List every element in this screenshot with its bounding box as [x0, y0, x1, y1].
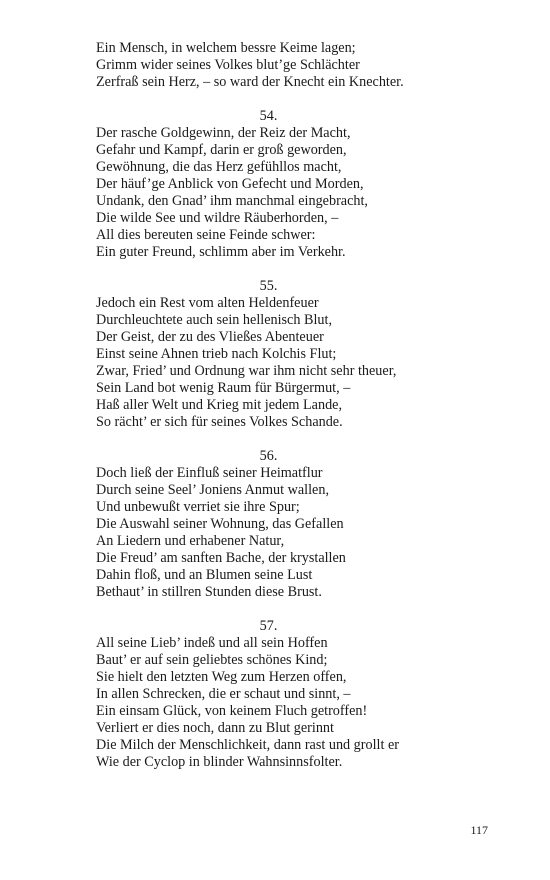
stanza-number: 55. [259, 278, 278, 294]
stanza-55 [96, 278, 476, 431]
verse-line: Ein guter Freund, schlimm aber im Verkehr. [96, 244, 346, 260]
stanza-number: 54. [259, 108, 278, 124]
verse-line: Die Freud’ am sanften Bache, der krystallen [96, 550, 346, 566]
stanza-56 [96, 448, 476, 601]
verse-line: Dahin floß, und an Blumen seine Lust [96, 567, 313, 583]
verse-line: All seine Lieb’ indeß und all sein Hoffen [96, 635, 328, 651]
verse-line: An Liedern und erhabener Natur, [96, 533, 285, 549]
verse-line: Einst seine Ahnen trieb nach Kolchis Flut; [96, 346, 337, 362]
stanza-57 [96, 618, 476, 771]
verse-line: Die wilde See und wildre Räuberhorden, – [96, 210, 339, 226]
verse-line: All dies bereuten seine Feinde schwer: [96, 227, 316, 243]
page-body [96, 40, 476, 771]
verse-line: Durchleuchtete auch sein hellenisch Blut, [96, 312, 332, 328]
verse-line: Gefahr und Kampf, darin er groß geworden, [96, 142, 347, 158]
stanza-54 [96, 108, 476, 261]
verse-line: Grimm wider seines Volkes blut’ge Schlächter [96, 57, 360, 73]
verse-line: Und unbewußt verriet sie ihre Spur; [96, 499, 300, 515]
verse-line: Ein Mensch, in welchem bessre Keime lagen; [96, 40, 356, 56]
verse-line: Der häuf’ge Anblick von Gefecht und Morden, [96, 176, 364, 192]
verse-line: Haß aller Welt und Krieg mit jedem Lande, [96, 397, 343, 413]
verse-line: In allen Schrecken, die er schaut und sinnt, – [96, 686, 351, 702]
verse-line: Der rasche Goldgewinn, der Reiz der Macht, [96, 125, 351, 141]
stanza-number: 57. [259, 618, 278, 634]
verse-line: Sein Land bot wenig Raum für Bürgermut, – [96, 380, 351, 396]
verse-line: Zwar, Fried’ und Ordnung war ihm nicht sehr theuer, [96, 363, 397, 379]
verse-line: Die Milch der Menschlichkeit, dann rast und grollt er [96, 737, 399, 753]
stanza-number: 56. [259, 448, 278, 464]
verse-line: Durch seine Seel’ Joniens Anmut wallen, [96, 482, 329, 498]
verse-line: Doch ließ der Einfluß seiner Heimatflur [96, 465, 323, 481]
verse-line: Bethaut’ in stillren Stunden diese Brust. [96, 584, 322, 600]
verse-line: Verliert er dies noch, dann zu Blut gerinnt [96, 720, 334, 736]
verse-line: Ein einsam Glück, von keinem Fluch getroffen! [96, 703, 368, 719]
verse-line: Jedoch ein Rest vom alten Heldenfeuer [96, 295, 319, 311]
verse-line: Die Auswahl seiner Wohnung, das Gefallen [96, 516, 344, 532]
verse-line: Der Geist, der zu des Vließes Abenteuer [96, 329, 324, 345]
verse-line: Gewöhnung, die das Herz gefühllos macht, [96, 159, 342, 175]
page-number: 117 [470, 823, 488, 837]
verse-line: Baut’ er auf sein geliebtes schönes Kind; [96, 652, 328, 668]
opening-fragment [96, 40, 476, 91]
verse-line: Wie der Cyclop in blinder Wahnsinnsfolter. [96, 754, 343, 770]
verse-line: So rächt’ er sich für seines Volkes Schande. [96, 414, 343, 430]
verse-line: Sie hielt den letzten Weg zum Herzen offen, [96, 669, 347, 685]
verse-line: Undank, den Gnad’ ihm manchmal eingebracht, [96, 193, 368, 209]
verse-line: Zerfraß sein Herz, – so ward der Knecht ein Knechter. [96, 74, 404, 90]
